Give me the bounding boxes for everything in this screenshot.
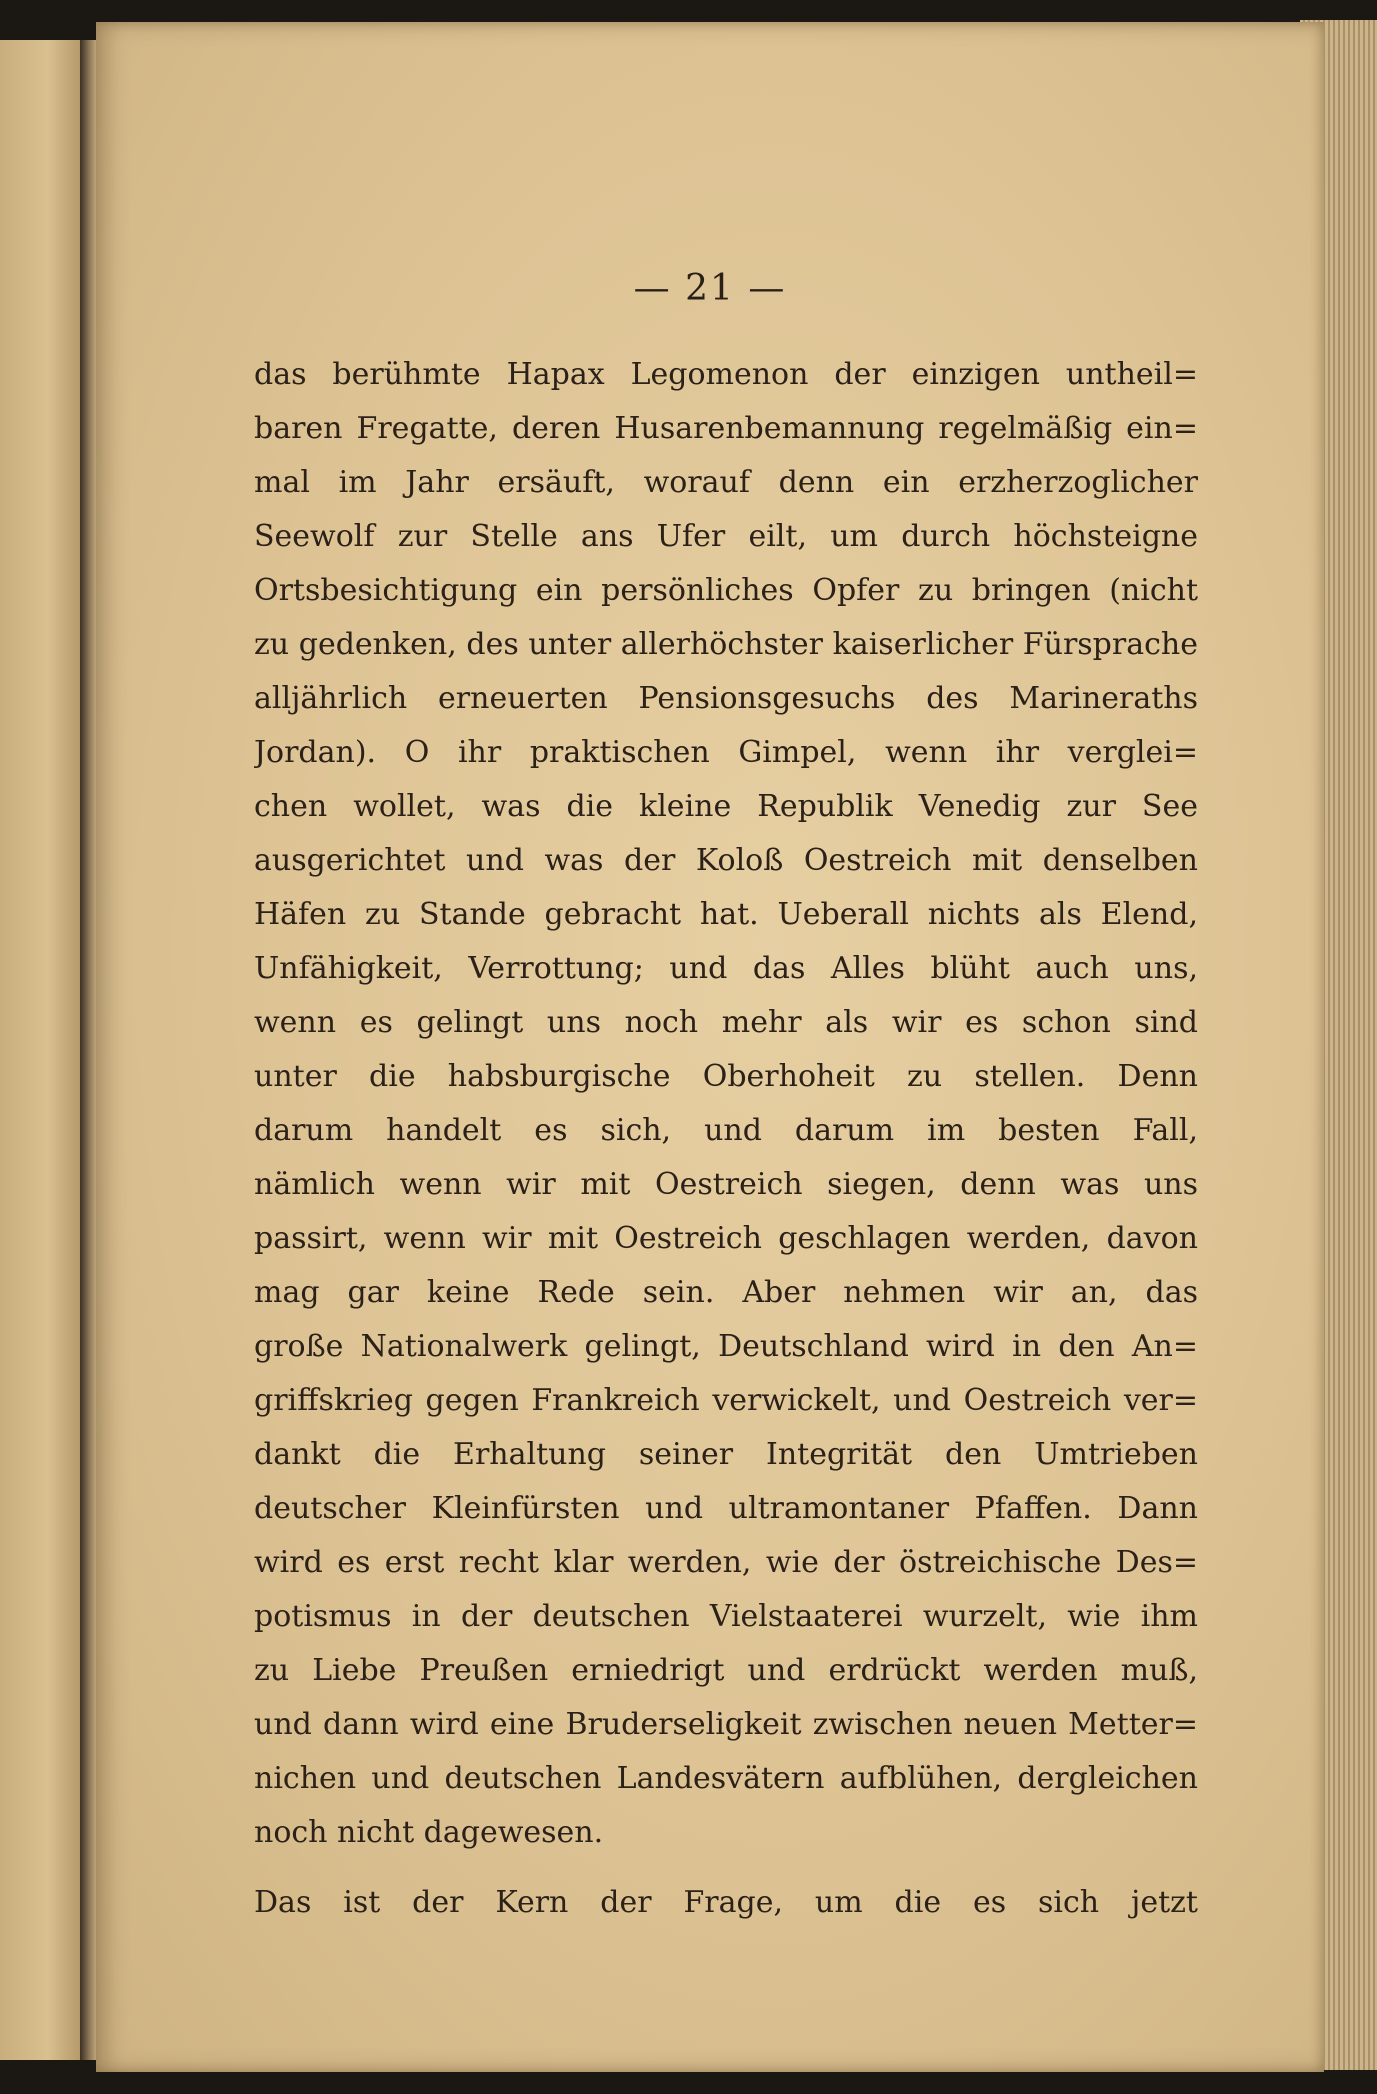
text-line: wenn es gelingt uns noch mehr als wir es schon sind (254, 1005, 1198, 1040)
text-line: Unfähigkeit, Verrottung; und das Alles blüht auch uns, (254, 951, 1198, 986)
text-line: mag gar keine Rede sein. Aber nehmen wir an, das (254, 1275, 1198, 1310)
text-line: Häfen zu Stande gebracht hat. Ueberall nichts als Elend, (254, 897, 1198, 932)
text-line: passirt, wenn wir mit Oestreich geschlagen werden, davon (254, 1221, 1198, 1256)
text-line: Seewolf zur Stelle ans Ufer eilt, um durch höchsteigne (254, 519, 1198, 554)
text-line: noch nicht dagewesen. (254, 1815, 604, 1850)
text-line: und dann wird eine Bruderseligkeit zwischen neuen Metter= (254, 1707, 1198, 1742)
text-line: griffskrieg gegen Frankreich verwickelt, und Oestreich ver= (254, 1383, 1198, 1418)
previous-page-edge (0, 40, 83, 2060)
book-page (96, 22, 1324, 2072)
text-line: Jordan). O ihr praktischen Gimpel, wenn ihr verglei= (254, 735, 1198, 770)
text-line: große Nationalwerk gelingt, Deutschland wird in den An= (254, 1329, 1198, 1364)
text-line: ausgerichtet und was der Koloß Oestreich mit denselben (254, 843, 1198, 878)
text-line: mal im Jahr ersäuft, worauf denn ein erzherzoglicher (254, 465, 1198, 500)
text-line: zu gedenken, des unter allerhöchster kaiserlicher Fürsprache (254, 627, 1198, 662)
text-line: baren Fregatte, deren Husarenbemannung regelmäßig ein= (254, 411, 1198, 446)
text-line: wird es erst recht klar werden, wie der östreichische Des= (254, 1545, 1198, 1580)
text-line: dankt die Erhaltung seiner Integrität den Umtrieben (254, 1437, 1198, 1472)
text-line: das berühmte Hapax Legomenon der einzigen untheil= (254, 357, 1198, 392)
text-line: deutscher Kleinfürsten und ultramontaner Pfaffen. Dann (254, 1491, 1198, 1526)
text-line: Das ist der Kern der Frage, um die es sich jetzt (254, 1885, 1198, 1920)
text-line: Ortsbesichtigung ein persönliches Opfer zu bringen (nicht (254, 573, 1198, 608)
text-line: unter die habsburgische Oberhoheit zu stellen. Denn (254, 1059, 1198, 1094)
body-text (254, 348, 1198, 1930)
page-number: — 21 — (633, 268, 787, 309)
text-line: potismus in der deutschen Vielstaaterei wurzelt, wie ihm (254, 1599, 1198, 1634)
text-line: alljährlich erneuerten Pensionsgesuchs des Marineraths (254, 681, 1198, 716)
text-line: zu Liebe Preußen erniedrigt und erdrückt werden muß, (254, 1653, 1198, 1688)
text-line: nichen und deutschen Landesvätern aufblühen, dergleichen (254, 1761, 1198, 1796)
text-line: darum handelt es sich, und darum im besten Fall, (254, 1113, 1198, 1148)
text-line: nämlich wenn wir mit Oestreich siegen, denn was uns (254, 1167, 1198, 1202)
text-line: chen wollet, was die kleine Republik Venedig zur See (254, 789, 1198, 824)
